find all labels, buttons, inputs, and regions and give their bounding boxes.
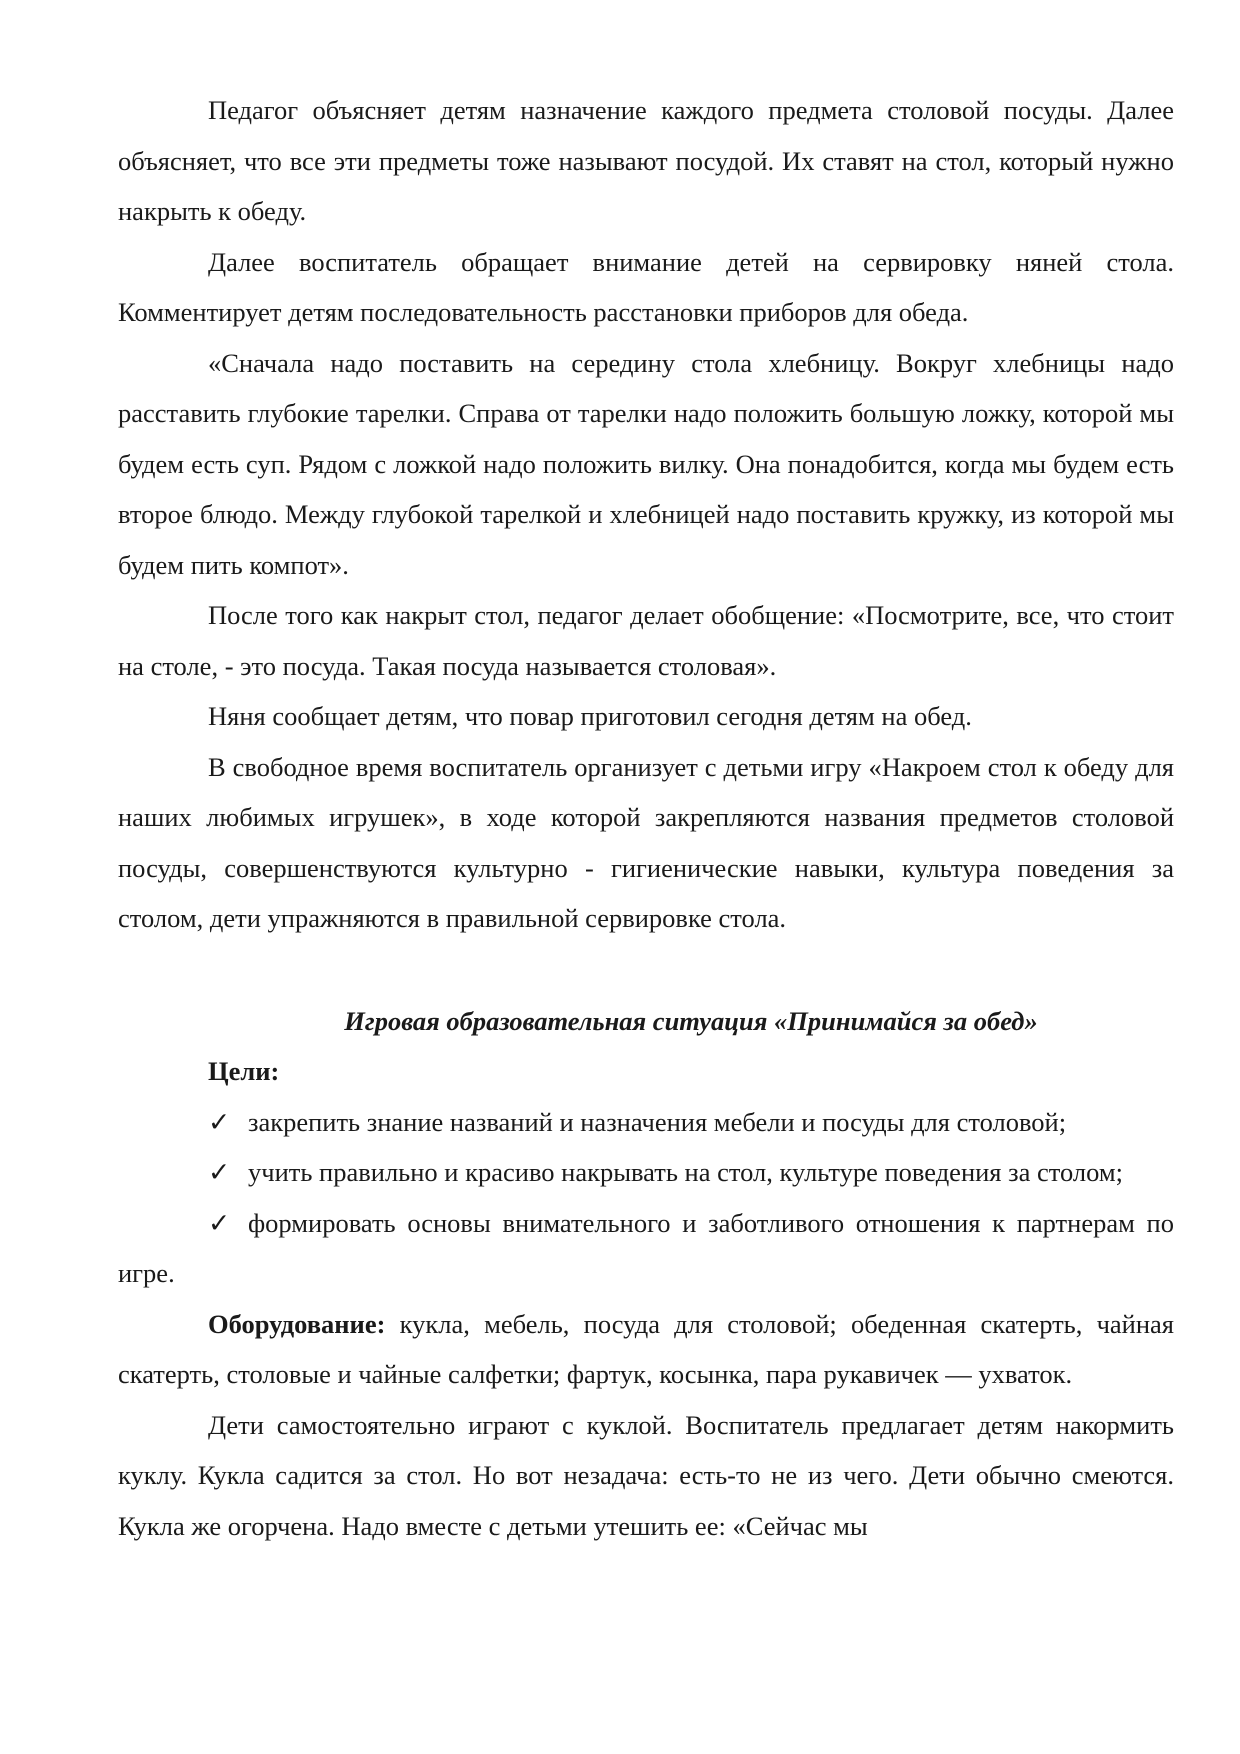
paragraph-4: После того как накрыт стол, педагог делает обобщение: «Посмотрите, все, что стоит на столе, - это посуда. Такая посуда называется столовая». xyxy=(118,600,1174,681)
paragraph-6: В свободное время воспитатель организует с детьми игру «Накроем стол к обеду для наших любимых игрушек», в ходе которой закрепляются названия предметов столовой посуды, совершенствуются культурно - гигиенические навыки, культура поведения за столом, дети упражняются в правильной сервировке стола. xyxy=(118,751,1174,933)
paragraph-5: Няня сообщает детям, что повар приготовил сегодня детям на обед. xyxy=(208,701,972,731)
goal-item-2 xyxy=(118,1147,1174,1198)
goal-text-1: закрепить знание названий и назначения мебели и посуды для столовой; xyxy=(248,1106,1067,1137)
equipment-text: кукла, мебель, посуда для столовой; обеденная скатерть, чайная скатерть, столовые и чайные салфетки; фартук, косынка, пара рукавичек — ухваток. xyxy=(118,1308,1174,1389)
section-gap xyxy=(118,944,1174,996)
paragraph-3: «Сначала надо поставить на середину стола хлебницу. Вокруг хлебницы надо расставить глубокие тарелки. Справа от тарелки надо положить большую ложку, которой мы будем есть суп. Рядом с ложкой надо положить вилку. Она понадобится, когда мы будем есть второе блюдо. Между глубокой тарелкой и хлебницей надо поставить кружку, из которой мы будем пить компот». xyxy=(118,347,1174,580)
goal-text-3: формировать основы внимательного и заботливого отношения к партнерам по игре. xyxy=(118,1207,1174,1288)
goal-item-3 xyxy=(118,1198,1174,1299)
paragraph-1: Педагог объясняет детям назначение каждого предмета столовой посуды. Далее объясняет, что все эти предметы тоже называют посудой. Их ставят на стол, который нужно накрыть к обеду. xyxy=(118,95,1174,226)
goals-label: Цели: xyxy=(208,1056,280,1086)
goal-item-1 xyxy=(118,1097,1174,1148)
checkmark-icon: ✓ xyxy=(208,1157,231,1187)
checkmark-icon: ✓ xyxy=(208,1207,231,1238)
document-page xyxy=(118,85,1174,1551)
paragraph-2: Далее воспитатель обращает внимание детей на сервировку няней стола. Комментирует детям последовательность расстановки приборов для обеда. xyxy=(118,246,1174,327)
final-paragraph: Дети самостоятельно играют с куклой. Воспитатель предлагает детям накормить куклу. Кукла садится за стол. Но вот незадача: есть-то не из чего. Дети обычно смеются. Кукла же огорчена. Надо вместе с детьми утешить ее: «Сейчас мы xyxy=(118,1409,1174,1541)
equipment-label: Оборудование: xyxy=(208,1308,386,1339)
checkmark-icon: ✓ xyxy=(208,1106,231,1137)
equipment-paragraph xyxy=(118,1299,1174,1400)
section-title: Игровая образовательная ситуация «Принимайся за обед» xyxy=(344,1005,1038,1036)
goal-text-2: учить правильно и красиво накрывать на стол, культуре поведения за столом; xyxy=(248,1157,1123,1187)
